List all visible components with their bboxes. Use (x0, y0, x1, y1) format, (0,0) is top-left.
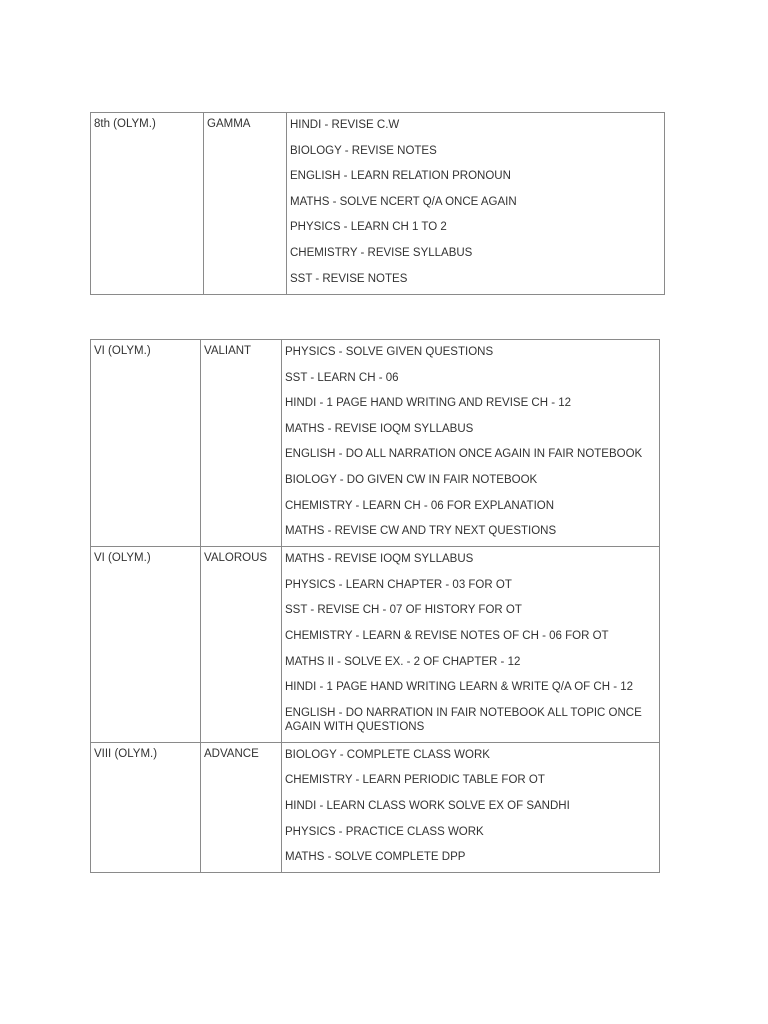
task-item: PHYSICS - PRACTICE CLASS WORK (285, 825, 484, 838)
task-item: HINDI - 1 PAGE HAND WRITING LEARN & WRITE Q/A OF CH - 12 (285, 681, 634, 694)
tasks-cell (287, 113, 665, 295)
batch-cell: VALOROUS (201, 547, 282, 743)
task-item: PHYSICS - LEARN CH 1 TO 2 (290, 221, 447, 234)
task-item: MATHS - REVISE CW AND TRY NEXT QUESTIONS (285, 525, 557, 538)
task-item: CHEMISTRY - LEARN & REVISE NOTES OF CH - 06 FOR OT (285, 629, 609, 642)
task-item: BIOLOGY - DO GIVEN CW IN FAIR NOTEBOOK (285, 473, 538, 486)
class-cell: VI (OLYM.) (91, 547, 201, 743)
homework-table-2 (90, 339, 660, 873)
task-item: MATHS - SOLVE NCERT Q/A ONCE AGAIN (290, 195, 517, 208)
homework-table-1 (90, 112, 665, 295)
task-item: HINDI - LEARN CLASS WORK SOLVE EX OF SANDHI (285, 799, 570, 812)
task-item: MATHS - SOLVE COMPLETE DPP (285, 851, 466, 864)
task-item: SST - REVISE NOTES (290, 272, 408, 285)
task-item: ENGLISH - DO ALL NARRATION ONCE AGAIN IN FAIR NOTEBOOK (285, 448, 643, 461)
task-item: ENGLISH - DO NARRATION IN FAIR NOTEBOOK ALL TOPIC ONCE AGAIN WITH QUESTIONS (285, 706, 642, 733)
task-item: HINDI - REVISE C.W (290, 119, 400, 131)
batch-cell: ADVANCE (201, 742, 282, 872)
task-item: MATHS - REVISE IOQM SYLLABUS (285, 553, 474, 566)
task-item: ENGLISH - LEARN RELATION PRONOUN (290, 170, 511, 183)
task-item: CHEMISTRY - LEARN PERIODIC TABLE FOR OT (285, 774, 545, 787)
task-item: MATHS II - SOLVE EX. - 2 OF CHAPTER - 12 (285, 655, 521, 668)
batch-cell: GAMMA (204, 113, 287, 295)
batch-cell: VALIANT (201, 340, 282, 547)
table-row (91, 547, 660, 743)
task-item: CHEMISTRY - REVISE SYLLABUS (290, 246, 473, 259)
task-item: BIOLOGY - COMPLETE CLASS WORK (285, 748, 490, 761)
tasks-cell (282, 742, 660, 872)
class-cell: VI (OLYM.) (91, 340, 201, 547)
task-item: PHYSICS - SOLVE GIVEN QUESTIONS (285, 346, 494, 358)
table-row (91, 742, 660, 872)
class-cell: VIII (OLYM.) (91, 742, 201, 872)
task-item: CHEMISTRY - LEARN CH - 06 FOR EXPLANATION (285, 499, 555, 512)
table-row (91, 340, 660, 547)
task-item: SST - LEARN CH - 06 (285, 371, 399, 384)
task-item: HINDI - 1 PAGE HAND WRITING AND REVISE CH - 12 (285, 397, 572, 410)
class-cell: 8th (OLYM.) (91, 113, 204, 295)
tasks-cell (282, 547, 660, 743)
task-item: BIOLOGY - REVISE NOTES (290, 144, 437, 157)
table-row (91, 113, 665, 295)
task-item: SST - REVISE CH - 07 OF HISTORY FOR OT (285, 604, 522, 617)
task-item: PHYSICS - LEARN CHAPTER - 03 FOR OT (285, 578, 512, 591)
task-item: MATHS - REVISE IOQM SYLLABUS (285, 422, 474, 435)
tasks-cell (282, 340, 660, 547)
